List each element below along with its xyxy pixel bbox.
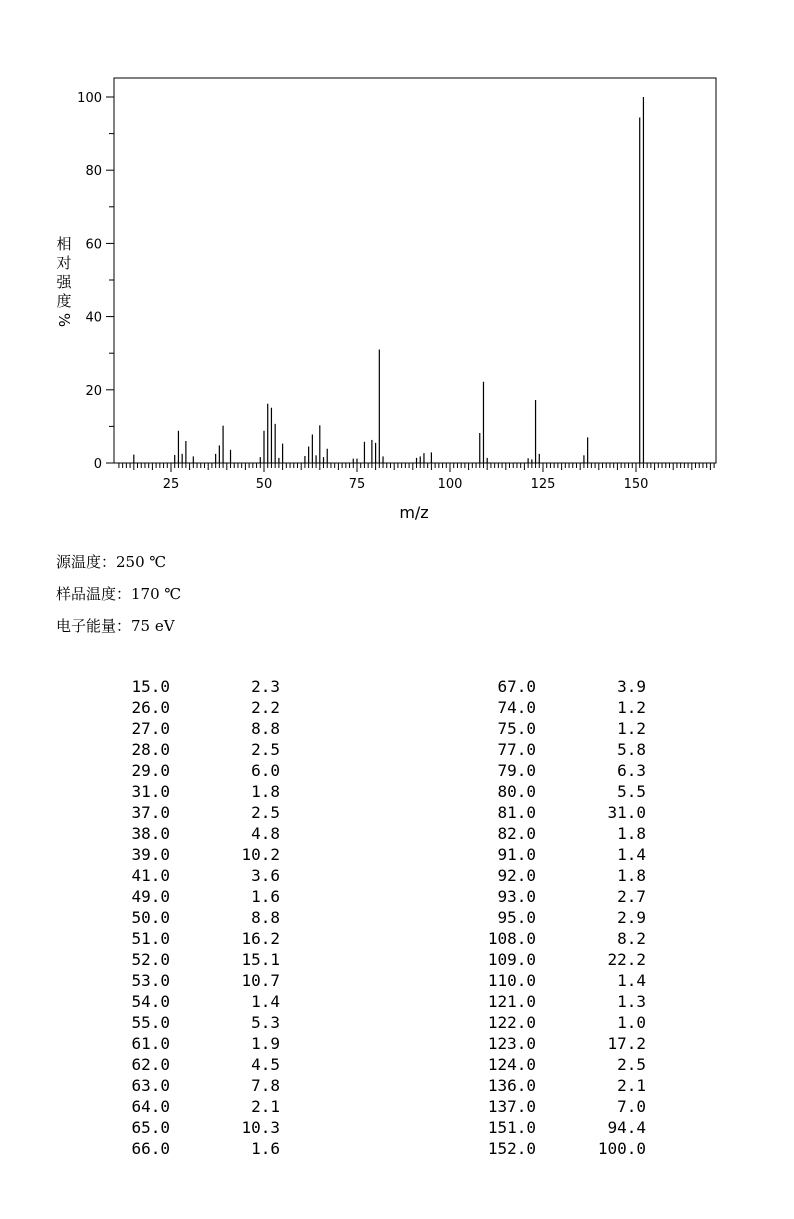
peak-abundance: 6.3 — [617, 761, 646, 780]
table-row — [0, 844, 794, 865]
peak-abundance: 2.2 — [251, 698, 280, 717]
peak-mz: 108.0 — [487, 929, 536, 948]
peak-abundance: 1.9 — [251, 1034, 280, 1053]
peak-mz: 123.0 — [487, 1034, 536, 1053]
x-axis-label: m/z — [399, 503, 429, 522]
table-row — [0, 1117, 794, 1138]
peak-mz: 66.0 — [131, 1139, 170, 1158]
peak-mz: 53.0 — [131, 971, 170, 990]
source-temperature-text: 源温度：250 ℃ — [56, 553, 167, 571]
table-row — [0, 970, 794, 991]
table-row — [0, 697, 794, 718]
peak-mz: 64.0 — [131, 1097, 170, 1116]
peak-bars — [134, 97, 644, 463]
peak-abundance: 5.3 — [251, 1013, 280, 1032]
x-tick-label: 150 — [623, 477, 649, 492]
peak-abundance: 10.7 — [241, 971, 280, 990]
peak-mz: 50.0 — [131, 908, 170, 927]
peak-mz: 31.0 — [131, 782, 170, 801]
peak-abundance: 17.2 — [607, 1034, 646, 1053]
peak-abundance: 5.5 — [617, 782, 646, 801]
peak-mz: 82.0 — [497, 824, 536, 843]
peak-abundance: 2.1 — [617, 1076, 646, 1095]
peak-mz: 52.0 — [131, 950, 170, 969]
peak-mz: 152.0 — [487, 1139, 536, 1158]
peak-mz: 122.0 — [487, 1013, 536, 1032]
peak-mz: 37.0 — [131, 803, 170, 822]
peak-mz: 75.0 — [497, 719, 536, 738]
table-row — [0, 1033, 794, 1054]
table-row — [0, 718, 794, 739]
sample-temperature — [56, 583, 181, 604]
peak-abundance: 94.4 — [607, 1118, 646, 1137]
peak-mz: 29.0 — [131, 761, 170, 780]
peak-abundance: 2.7 — [617, 887, 646, 906]
peak-mz: 26.0 — [131, 698, 170, 717]
peak-abundance: 10.3 — [241, 1118, 280, 1137]
peak-abundance: 1.8 — [617, 866, 646, 885]
y-tick-label: 80 — [85, 164, 102, 180]
peak-abundance: 8.2 — [617, 929, 646, 948]
table-row — [0, 760, 794, 781]
table-row — [0, 907, 794, 928]
table-row — [0, 1138, 794, 1159]
peak-abundance: 22.2 — [607, 950, 646, 969]
peak-mz: 39.0 — [131, 845, 170, 864]
table-row — [0, 676, 794, 697]
electron-energy — [56, 615, 175, 636]
table-row — [0, 991, 794, 1012]
y-axis-label — [55, 235, 73, 327]
table-row — [0, 802, 794, 823]
peak-mz: 65.0 — [131, 1118, 170, 1137]
x-tick-label: 25 — [162, 477, 180, 492]
peak-mz: 92.0 — [497, 866, 536, 885]
y-tick-label: 60 — [85, 237, 102, 253]
peak-mz: 49.0 — [131, 887, 170, 906]
peak-mz: 55.0 — [131, 1013, 170, 1032]
table-row — [0, 739, 794, 760]
x-tick-label: 100 — [437, 477, 463, 492]
y-axis — [77, 91, 114, 472]
peak-abundance: 1.4 — [617, 845, 646, 864]
x-tick-label: 75 — [348, 477, 366, 492]
peak-mz: 136.0 — [487, 1076, 536, 1095]
peak-abundance: 1.2 — [617, 698, 646, 717]
peak-mz: 95.0 — [497, 908, 536, 927]
peak-mz: 79.0 — [497, 761, 536, 780]
peak-abundance: 3.9 — [617, 677, 646, 696]
peak-abundance: 6.0 — [251, 761, 280, 780]
peak-mz: 109.0 — [487, 950, 536, 969]
peak-abundance: 31.0 — [607, 803, 646, 822]
peak-abundance: 16.2 — [241, 929, 280, 948]
peak-abundance: 2.5 — [251, 740, 280, 759]
peak-mz: 62.0 — [131, 1055, 170, 1074]
peak-abundance: 1.3 — [617, 992, 646, 1011]
peak-abundance: 1.4 — [251, 992, 280, 1011]
peak-mz: 74.0 — [497, 698, 536, 717]
y-tick-label: 20 — [85, 383, 102, 399]
peak-abundance: 1.0 — [617, 1013, 646, 1032]
plot-frame — [114, 78, 716, 463]
peak-abundance: 8.8 — [251, 908, 280, 927]
peak-mz: 80.0 — [497, 782, 536, 801]
peak-abundance: 15.1 — [241, 950, 280, 969]
peak-abundance: 4.8 — [251, 824, 280, 843]
peak-mz: 28.0 — [131, 740, 170, 759]
table-row — [0, 781, 794, 802]
peak-mz: 93.0 — [497, 887, 536, 906]
table-row — [0, 949, 794, 970]
peak-abundance: 1.4 — [617, 971, 646, 990]
y-tick-label: 100 — [77, 91, 102, 106]
table-row — [0, 1012, 794, 1033]
table-row — [0, 886, 794, 907]
peak-mz: 67.0 — [497, 677, 536, 696]
peak-mz: 38.0 — [131, 824, 170, 843]
peak-mz: 54.0 — [131, 992, 170, 1011]
y-tick-label: 0 — [93, 457, 102, 472]
y-axis-label-char: % — [55, 312, 73, 328]
electron-energy-text: 电子能量：75 eV — [56, 617, 175, 635]
peak-mz: 124.0 — [487, 1055, 536, 1074]
peak-mz: 151.0 — [487, 1118, 536, 1137]
table-row — [0, 1096, 794, 1117]
sample-temperature-text: 样品温度：170 ℃ — [56, 585, 182, 603]
peak-abundance: 1.6 — [251, 887, 280, 906]
peak-abundance: 1.6 — [251, 1139, 280, 1158]
x-tick-label: 125 — [530, 477, 556, 492]
y-axis-label-char: 相 — [56, 235, 72, 253]
peak-abundance: 2.1 — [251, 1097, 280, 1116]
table-row — [0, 928, 794, 949]
peak-mz: 27.0 — [131, 719, 170, 738]
table-row — [0, 823, 794, 844]
peak-abundance: 100.0 — [597, 1139, 646, 1158]
source-temperature — [56, 551, 166, 572]
mass-spectrum-chart — [0, 0, 794, 540]
table-row — [0, 1075, 794, 1096]
y-tick-label: 40 — [85, 310, 102, 326]
y-axis-label-char: 强 — [56, 273, 72, 291]
y-axis-label-char: 度 — [56, 292, 72, 310]
peak-mz: 137.0 — [487, 1097, 536, 1116]
peak-mz: 81.0 — [497, 803, 536, 822]
peak-abundance: 2.9 — [617, 908, 646, 927]
table-row — [0, 1054, 794, 1075]
peak-abundance: 5.8 — [617, 740, 646, 759]
peak-mz: 110.0 — [487, 971, 536, 990]
peak-abundance: 1.2 — [617, 719, 646, 738]
peak-abundance: 10.2 — [241, 845, 280, 864]
peak-abundance: 1.8 — [251, 782, 280, 801]
peak-mz: 77.0 — [497, 740, 536, 759]
peak-mz: 15.0 — [131, 677, 170, 696]
peak-mz: 91.0 — [497, 845, 536, 864]
peak-abundance: 1.8 — [617, 824, 646, 843]
peak-abundance: 4.5 — [251, 1055, 280, 1074]
peak-mz: 121.0 — [487, 992, 536, 1011]
peak-abundance: 2.5 — [617, 1055, 646, 1074]
peak-mz: 61.0 — [131, 1034, 170, 1053]
peak-mz: 51.0 — [131, 929, 170, 948]
peak-mz: 41.0 — [131, 866, 170, 885]
peak-abundance: 7.8 — [251, 1076, 280, 1095]
peak-abundance: 7.0 — [617, 1097, 646, 1116]
peak-abundance: 8.8 — [251, 719, 280, 738]
peak-abundance: 2.5 — [251, 803, 280, 822]
peak-mz: 63.0 — [131, 1076, 170, 1095]
y-axis-label-char: 对 — [56, 254, 72, 272]
peak-abundance: 3.6 — [251, 866, 280, 885]
x-tick-label: 50 — [255, 477, 273, 492]
x-axis — [119, 463, 714, 492]
table-row — [0, 865, 794, 886]
peak-abundance: 2.3 — [251, 677, 280, 696]
